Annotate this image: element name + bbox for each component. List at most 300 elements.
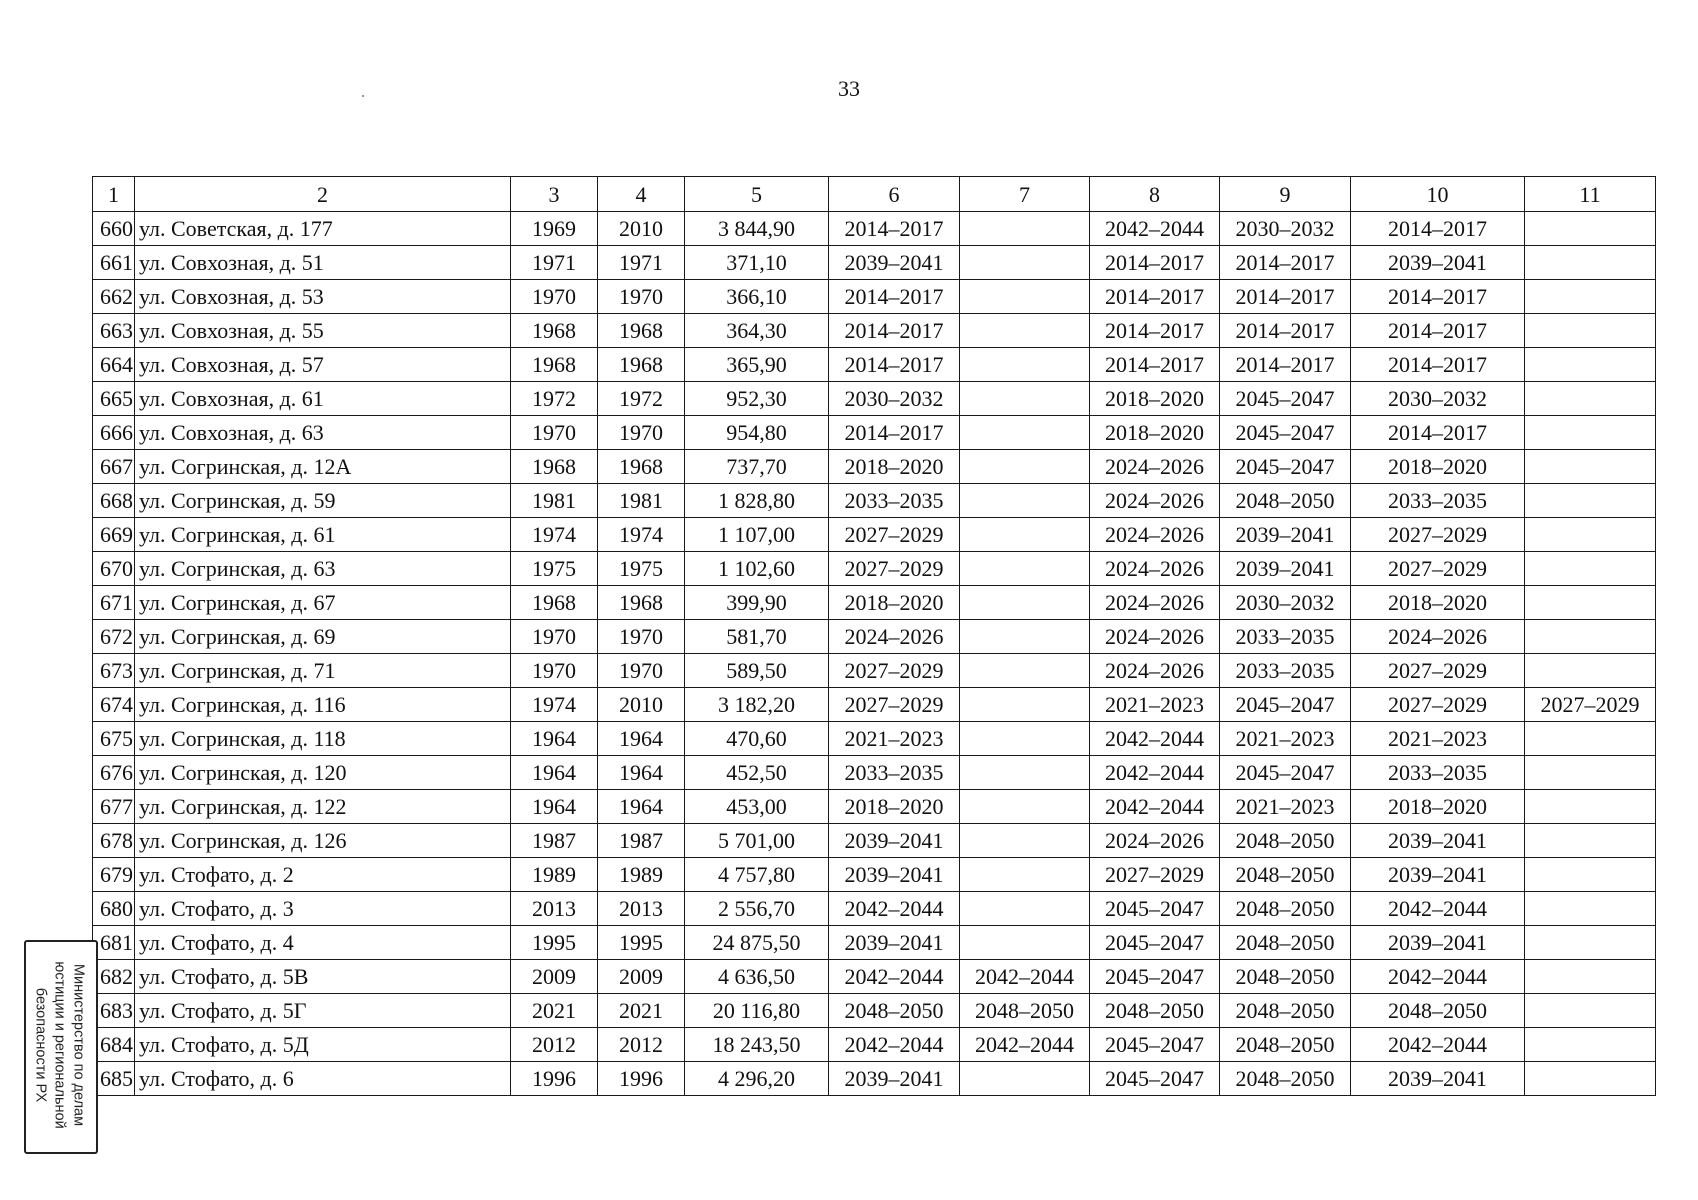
cell-period-9: 2045–2047 (1220, 688, 1351, 722)
cell-period-7 (960, 620, 1090, 654)
cell-year-built: 1974 (511, 518, 598, 552)
cell-year-built: 1989 (511, 858, 598, 892)
table-row (93, 280, 1656, 314)
cell-address: ул. Стофато, д. 5Г (135, 994, 511, 1028)
cell-period-11 (1525, 586, 1656, 620)
stamp-text (31, 941, 88, 1149)
cell-area: 952,30 (685, 382, 829, 416)
cell-area: 3 844,90 (685, 212, 829, 246)
cell-period-6: 2027–2029 (829, 552, 960, 586)
cell-period-6: 2039–2041 (829, 824, 960, 858)
cell-year-commissioned: 1964 (598, 756, 685, 790)
cell-area: 2 556,70 (685, 892, 829, 926)
cell-num: 671 (93, 586, 135, 620)
cell-period-10: 2014–2017 (1351, 314, 1525, 348)
cell-num: 674 (93, 688, 135, 722)
cell-period-9: 2033–2035 (1220, 654, 1351, 688)
cell-period-9: 2039–2041 (1220, 518, 1351, 552)
cell-address: ул. Согринская, д. 59 (135, 484, 511, 518)
cell-address: ул. Стофато, д. 2 (135, 858, 511, 892)
cell-address: ул. Совхозная, д. 57 (135, 348, 511, 382)
cell-area: 365,90 (685, 348, 829, 382)
cell-period-9: 2045–2047 (1220, 756, 1351, 790)
cell-num: 682 (93, 960, 135, 994)
cell-period-8: 2042–2044 (1090, 722, 1220, 756)
cell-period-11 (1525, 552, 1656, 586)
cell-period-11 (1525, 314, 1656, 348)
cell-year-commissioned: 1964 (598, 790, 685, 824)
cell-period-11 (1525, 790, 1656, 824)
cell-period-8: 2045–2047 (1090, 1062, 1220, 1096)
cell-period-6: 2014–2017 (829, 314, 960, 348)
cell-num: 679 (93, 858, 135, 892)
cell-year-commissioned: 1972 (598, 382, 685, 416)
table-row (93, 382, 1656, 416)
cell-area: 737,70 (685, 450, 829, 484)
column-header-period-9: 9 (1220, 177, 1351, 212)
cell-period-11 (1525, 382, 1656, 416)
cell-period-11 (1525, 1062, 1656, 1096)
table-body (93, 177, 1656, 1096)
cell-area: 1 102,60 (685, 552, 829, 586)
cell-year-commissioned: 1970 (598, 280, 685, 314)
cell-address: ул. Совхозная, д. 55 (135, 314, 511, 348)
table-row (93, 484, 1656, 518)
table-row (93, 314, 1656, 348)
cell-num: 663 (93, 314, 135, 348)
cell-year-built: 1974 (511, 688, 598, 722)
cell-area: 589,50 (685, 654, 829, 688)
cell-year-built: 1964 (511, 756, 598, 790)
cell-year-commissioned: 1968 (598, 586, 685, 620)
cell-period-8: 2024–2026 (1090, 518, 1220, 552)
cell-period-8: 2014–2017 (1090, 280, 1220, 314)
column-header-address: 2 (135, 177, 511, 212)
cell-period-9: 2048–2050 (1220, 960, 1351, 994)
cell-period-11: 2027–2029 (1525, 688, 1656, 722)
table-header-row (93, 177, 1656, 212)
cell-num: 680 (93, 892, 135, 926)
cell-year-built: 1970 (511, 416, 598, 450)
cell-num: 668 (93, 484, 135, 518)
cell-period-10: 2042–2044 (1351, 1028, 1525, 1062)
cell-area: 452,50 (685, 756, 829, 790)
cell-period-7 (960, 756, 1090, 790)
cell-period-6: 2021–2023 (829, 722, 960, 756)
cell-period-7 (960, 926, 1090, 960)
cell-year-commissioned: 2010 (598, 212, 685, 246)
page-number: 33 (838, 76, 860, 101)
cell-period-7 (960, 416, 1090, 450)
cell-address: ул. Советская, д. 177 (135, 212, 511, 246)
cell-period-11 (1525, 926, 1656, 960)
cell-period-9: 2014–2017 (1220, 314, 1351, 348)
cell-num: 666 (93, 416, 135, 450)
column-header-num: 1 (93, 177, 135, 212)
table-row (93, 246, 1656, 280)
stamp-line-1: Министерство по делам (70, 963, 87, 1127)
cell-year-commissioned: 1970 (598, 416, 685, 450)
column-header-period-8: 8 (1090, 177, 1220, 212)
cell-period-10: 2018–2020 (1351, 586, 1525, 620)
cell-period-7 (960, 212, 1090, 246)
table-row (93, 1028, 1656, 1062)
cell-period-6: 2042–2044 (829, 1028, 960, 1062)
cell-period-9: 2048–2050 (1220, 858, 1351, 892)
cell-period-7: 2048–2050 (960, 994, 1090, 1028)
column-header-period-11: 11 (1525, 177, 1656, 212)
cell-period-8: 2024–2026 (1090, 620, 1220, 654)
cell-period-7 (960, 892, 1090, 926)
cell-num: 685 (93, 1062, 135, 1096)
cell-year-commissioned: 1995 (598, 926, 685, 960)
cell-year-commissioned: 1968 (598, 450, 685, 484)
cell-period-9: 2048–2050 (1220, 926, 1351, 960)
cell-year-built: 1987 (511, 824, 598, 858)
cell-year-commissioned: 1968 (598, 314, 685, 348)
cell-period-10: 2030–2032 (1351, 382, 1525, 416)
cell-period-7 (960, 586, 1090, 620)
cell-year-commissioned: 2010 (598, 688, 685, 722)
cell-period-6: 2027–2029 (829, 518, 960, 552)
cell-year-built: 1964 (511, 722, 598, 756)
cell-year-built: 1972 (511, 382, 598, 416)
cell-period-7 (960, 246, 1090, 280)
cell-period-11 (1525, 858, 1656, 892)
cell-period-7 (960, 688, 1090, 722)
cell-period-11 (1525, 960, 1656, 994)
cell-period-8: 2048–2050 (1090, 994, 1220, 1028)
cell-area: 364,30 (685, 314, 829, 348)
cell-period-11 (1525, 892, 1656, 926)
cell-address: ул. Стофато, д. 5Д (135, 1028, 511, 1062)
cell-num: 660 (93, 212, 135, 246)
housing-register-table (92, 176, 1656, 1096)
cell-num: 677 (93, 790, 135, 824)
table-row (93, 688, 1656, 722)
cell-address: ул. Согринская, д. 118 (135, 722, 511, 756)
cell-num: 681 (93, 926, 135, 960)
cell-period-6: 2014–2017 (829, 280, 960, 314)
cell-period-8: 2014–2017 (1090, 314, 1220, 348)
cell-num: 665 (93, 382, 135, 416)
cell-address: ул. Стофато, д. 4 (135, 926, 511, 960)
column-header-period-6: 6 (829, 177, 960, 212)
cell-area: 371,10 (685, 246, 829, 280)
cell-period-6: 2033–2035 (829, 756, 960, 790)
cell-period-8: 2027–2029 (1090, 858, 1220, 892)
cell-period-6: 2024–2026 (829, 620, 960, 654)
cell-period-7 (960, 348, 1090, 382)
cell-period-11 (1525, 994, 1656, 1028)
cell-period-10: 2039–2041 (1351, 824, 1525, 858)
cell-area: 3 182,20 (685, 688, 829, 722)
cell-period-6: 2018–2020 (829, 586, 960, 620)
cell-period-9: 2014–2017 (1220, 246, 1351, 280)
cell-year-commissioned: 1970 (598, 620, 685, 654)
cell-period-7 (960, 858, 1090, 892)
column-header-area: 5 (685, 177, 829, 212)
cell-num: 675 (93, 722, 135, 756)
cell-address: ул. Совхозная, д. 61 (135, 382, 511, 416)
table-row (93, 416, 1656, 450)
table-row (93, 1062, 1656, 1096)
cell-address: ул. Стофато, д. 5В (135, 960, 511, 994)
cell-year-commissioned: 2021 (598, 994, 685, 1028)
cell-area: 1 828,80 (685, 484, 829, 518)
cell-period-8: 2045–2047 (1090, 960, 1220, 994)
table-row (93, 926, 1656, 960)
cell-period-9: 2048–2050 (1220, 1028, 1351, 1062)
cell-period-8: 2042–2044 (1090, 756, 1220, 790)
cell-period-9: 2048–2050 (1220, 824, 1351, 858)
cell-area: 366,10 (685, 280, 829, 314)
cell-year-commissioned: 1987 (598, 824, 685, 858)
cell-period-9: 2030–2032 (1220, 212, 1351, 246)
cell-period-11 (1525, 518, 1656, 552)
cell-period-10: 2033–2035 (1351, 756, 1525, 790)
table-row (93, 994, 1656, 1028)
table-row (93, 518, 1656, 552)
cell-period-8: 2042–2044 (1090, 790, 1220, 824)
cell-period-7 (960, 790, 1090, 824)
cell-num: 669 (93, 518, 135, 552)
cell-period-8: 2024–2026 (1090, 450, 1220, 484)
cell-period-7 (960, 1062, 1090, 1096)
column-header-year-commissioned: 4 (598, 177, 685, 212)
cell-address: ул. Согринская, д. 126 (135, 824, 511, 858)
column-header-period-10: 10 (1351, 177, 1525, 212)
cell-address: ул. Согринская, д. 69 (135, 620, 511, 654)
cell-year-built: 1968 (511, 450, 598, 484)
cell-num: 678 (93, 824, 135, 858)
cell-period-10: 2042–2044 (1351, 960, 1525, 994)
cell-year-commissioned: 1970 (598, 654, 685, 688)
cell-period-9: 2048–2050 (1220, 484, 1351, 518)
cell-year-built: 1970 (511, 280, 598, 314)
cell-area: 24 875,50 (685, 926, 829, 960)
cell-address: ул. Согринская, д. 122 (135, 790, 511, 824)
cell-period-9: 2014–2017 (1220, 280, 1351, 314)
cell-period-8: 2024–2026 (1090, 654, 1220, 688)
cell-period-11 (1525, 280, 1656, 314)
cell-area: 18 243,50 (685, 1028, 829, 1062)
cell-num: 672 (93, 620, 135, 654)
cell-area: 399,90 (685, 586, 829, 620)
cell-period-6: 2030–2032 (829, 382, 960, 416)
cell-num: 676 (93, 756, 135, 790)
cell-year-commissioned: 1989 (598, 858, 685, 892)
cell-period-11 (1525, 484, 1656, 518)
cell-period-7 (960, 314, 1090, 348)
column-header-year-built: 3 (511, 177, 598, 212)
cell-period-10: 2039–2041 (1351, 246, 1525, 280)
cell-year-commissioned: 1971 (598, 246, 685, 280)
cell-period-8: 2042–2044 (1090, 212, 1220, 246)
cell-num: 670 (93, 552, 135, 586)
cell-period-9: 2021–2023 (1220, 790, 1351, 824)
table-row (93, 348, 1656, 382)
cell-num: 661 (93, 246, 135, 280)
cell-year-built: 1975 (511, 552, 598, 586)
cell-period-7 (960, 824, 1090, 858)
table-row (93, 654, 1656, 688)
cell-year-built: 1964 (511, 790, 598, 824)
cell-num: 667 (93, 450, 135, 484)
cell-year-commissioned: 1974 (598, 518, 685, 552)
scan-speck (362, 95, 364, 97)
cell-address: ул. Совхозная, д. 51 (135, 246, 511, 280)
cell-period-11 (1525, 246, 1656, 280)
cell-period-10: 2024–2026 (1351, 620, 1525, 654)
stamp-line-3: безопасности РХ (32, 987, 49, 1103)
cell-year-commissioned: 1981 (598, 484, 685, 518)
cell-year-commissioned: 1968 (598, 348, 685, 382)
cell-year-built: 1971 (511, 246, 598, 280)
cell-period-11 (1525, 1028, 1656, 1062)
cell-period-10: 2027–2029 (1351, 654, 1525, 688)
cell-year-commissioned: 2009 (598, 960, 685, 994)
cell-address: ул. Стофато, д. 3 (135, 892, 511, 926)
cell-address: ул. Согринская, д. 61 (135, 518, 511, 552)
cell-address: ул. Согринская, д. 67 (135, 586, 511, 620)
cell-num: 662 (93, 280, 135, 314)
cell-period-9: 2048–2050 (1220, 892, 1351, 926)
table-row (93, 960, 1656, 994)
cell-address: ул. Совхозная, д. 63 (135, 416, 511, 450)
cell-period-11 (1525, 722, 1656, 756)
cell-year-built: 2009 (511, 960, 598, 994)
cell-period-6: 2018–2020 (829, 790, 960, 824)
stamp-line-2: юстиции и региональной (51, 961, 68, 1129)
cell-period-6: 2048–2050 (829, 994, 960, 1028)
cell-period-10: 2021–2023 (1351, 722, 1525, 756)
cell-period-8: 2018–2020 (1090, 416, 1220, 450)
cell-period-8: 2014–2017 (1090, 246, 1220, 280)
cell-period-7: 2042–2044 (960, 1028, 1090, 1062)
cell-period-6: 2042–2044 (829, 960, 960, 994)
cell-year-built: 2013 (511, 892, 598, 926)
table-row (93, 552, 1656, 586)
cell-period-10: 2027–2029 (1351, 552, 1525, 586)
cell-area: 1 107,00 (685, 518, 829, 552)
cell-period-7: 2042–2044 (960, 960, 1090, 994)
cell-period-11 (1525, 620, 1656, 654)
cell-area: 4 636,50 (685, 960, 829, 994)
cell-period-9: 2048–2050 (1220, 1062, 1351, 1096)
cell-area: 581,70 (685, 620, 829, 654)
cell-period-10: 2048–2050 (1351, 994, 1525, 1028)
cell-period-7 (960, 518, 1090, 552)
cell-period-8: 2014–2017 (1090, 348, 1220, 382)
cell-period-10: 2027–2029 (1351, 518, 1525, 552)
cell-period-11 (1525, 824, 1656, 858)
cell-address: ул. Согринская, д. 71 (135, 654, 511, 688)
cell-area: 4 757,80 (685, 858, 829, 892)
cell-period-9: 2014–2017 (1220, 348, 1351, 382)
column-header-period-7: 7 (960, 177, 1090, 212)
cell-period-11 (1525, 212, 1656, 246)
cell-period-10: 2039–2041 (1351, 926, 1525, 960)
cell-year-built: 1970 (511, 620, 598, 654)
cell-period-6: 2042–2044 (829, 892, 960, 926)
cell-period-11 (1525, 416, 1656, 450)
cell-period-11 (1525, 756, 1656, 790)
cell-period-7 (960, 722, 1090, 756)
cell-address: ул. Согринская, д. 120 (135, 756, 511, 790)
cell-period-9: 2039–2041 (1220, 552, 1351, 586)
cell-num: 684 (93, 1028, 135, 1062)
cell-period-11 (1525, 348, 1656, 382)
table-row (93, 892, 1656, 926)
cell-address: ул. Стофато, д. 6 (135, 1062, 511, 1096)
cell-year-built: 1995 (511, 926, 598, 960)
cell-year-commissioned: 1964 (598, 722, 685, 756)
cell-period-10: 2042–2044 (1351, 892, 1525, 926)
cell-period-8: 2021–2023 (1090, 688, 1220, 722)
cell-period-8: 2024–2026 (1090, 484, 1220, 518)
table-row (93, 620, 1656, 654)
cell-period-9: 2045–2047 (1220, 382, 1351, 416)
cell-period-8: 2018–2020 (1090, 382, 1220, 416)
cell-period-8: 2024–2026 (1090, 552, 1220, 586)
table-row (93, 824, 1656, 858)
cell-num: 673 (93, 654, 135, 688)
cell-num: 664 (93, 348, 135, 382)
table-row (93, 790, 1656, 824)
cell-period-9: 2045–2047 (1220, 416, 1351, 450)
cell-area: 954,80 (685, 416, 829, 450)
cell-year-commissioned: 2012 (598, 1028, 685, 1062)
cell-area: 5 701,00 (685, 824, 829, 858)
cell-period-10: 2014–2017 (1351, 416, 1525, 450)
cell-year-commissioned: 1975 (598, 552, 685, 586)
table-row (93, 450, 1656, 484)
cell-period-10: 2018–2020 (1351, 790, 1525, 824)
cell-period-6: 2018–2020 (829, 450, 960, 484)
cell-period-7 (960, 484, 1090, 518)
cell-period-6: 2039–2041 (829, 246, 960, 280)
cell-period-9: 2030–2032 (1220, 586, 1351, 620)
cell-period-7 (960, 382, 1090, 416)
cell-period-10: 2039–2041 (1351, 1062, 1525, 1096)
cell-period-8: 2045–2047 (1090, 1028, 1220, 1062)
cell-period-10: 2014–2017 (1351, 280, 1525, 314)
cell-year-built: 1968 (511, 348, 598, 382)
cell-period-7 (960, 654, 1090, 688)
cell-year-built: 1996 (511, 1062, 598, 1096)
table-row (93, 722, 1656, 756)
cell-period-11 (1525, 450, 1656, 484)
cell-num: 683 (93, 994, 135, 1028)
cell-year-commissioned: 1996 (598, 1062, 685, 1096)
cell-year-built: 2021 (511, 994, 598, 1028)
cell-period-6: 2039–2041 (829, 1062, 960, 1096)
cell-year-built: 2012 (511, 1028, 598, 1062)
cell-period-8: 2024–2026 (1090, 824, 1220, 858)
cell-period-7 (960, 552, 1090, 586)
cell-period-6: 2039–2041 (829, 926, 960, 960)
cell-year-commissioned: 2013 (598, 892, 685, 926)
cell-area: 453,00 (685, 790, 829, 824)
cell-year-built: 1969 (511, 212, 598, 246)
cell-period-8: 2045–2047 (1090, 892, 1220, 926)
table-row (93, 586, 1656, 620)
cell-period-6: 2014–2017 (829, 416, 960, 450)
cell-area: 4 296,20 (685, 1062, 829, 1096)
cell-period-7 (960, 450, 1090, 484)
cell-year-built: 1968 (511, 314, 598, 348)
